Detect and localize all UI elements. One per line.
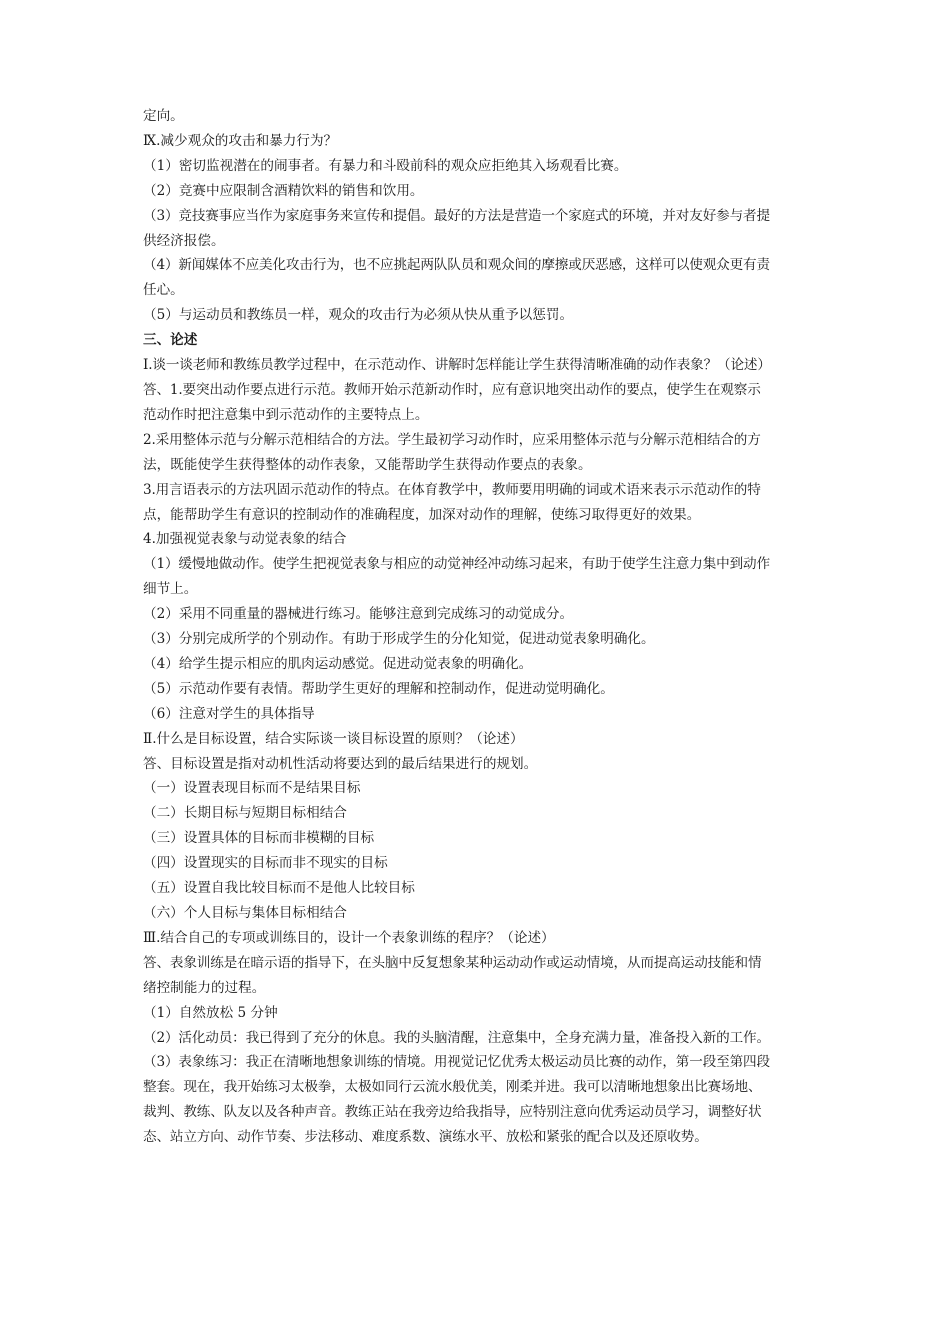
text-line: （2）活化动员：我已得到了充分的休息。我的头脑清醒，注意集中，全身充满力量，准备投入新的工作。: [143, 1029, 770, 1046]
text-line: 态、站立方向、动作节奏、步法移动、难度系数、演练水平、放松和紧张的配合以及还原收势。: [143, 1129, 708, 1146]
document-page: [143, 104, 811, 1150]
text-line: （2）采用不同重量的器械进行练习。能够注意到完成练习的动觉成分。: [143, 606, 574, 623]
question-heading: Ⅲ.结合自己的专项或训练目的，设计一个表象训练的程序？（论述）: [143, 929, 555, 946]
text-line: （1）密切监视潜在的闹事者。有暴力和斗殴前科的观众应拒绝其入场观看比赛。: [143, 157, 628, 174]
list-item: （四）设置现实的目标而非不现实的目标: [143, 855, 388, 872]
text-line: 定向。: [143, 108, 184, 124]
text-line: 任心。: [143, 282, 184, 299]
text-line: （4）新闻媒体不应美化攻击行为，也不应挑起两队队员和观众间的摩擦或厌恶感，这样可以使观众更有责: [143, 257, 770, 274]
text-line: 3.用言语表示的方法巩固示范动作的特点。在体育教学中，教师要用明确的词或术语来表示示范动作的特: [143, 481, 761, 498]
list-item: （二）长期目标与短期目标相结合: [143, 805, 347, 822]
text-line: 整套。现在，我开始练习太极拳，太极如同行云流水般优美，刚柔并进。我可以清晰地想象出比赛场地、: [143, 1079, 762, 1096]
text-line: （2）竞赛中应限制含酒精饮料的销售和饮用。: [143, 182, 424, 199]
section-heading: 三、论述: [143, 332, 198, 349]
text-line: （5）与运动员和教练员一样，观众的攻击行为必须从快从重予以惩罚。: [143, 307, 574, 324]
text-line: 点，能帮助学生有意识的控制动作的准确程度，加深对动作的理解，使练习取得更好的效果。: [143, 506, 701, 523]
text-line: 裁判、教练、队友以及各种声音。教练正站在我旁边给我指导，应特别注意向优秀运动员学习，调整好状: [143, 1104, 762, 1121]
text-line: （3）表象练习：我正在清晰地想象训练的情境。用视觉记忆优秀太极运动员比赛的动作，第一段至第四段: [143, 1054, 770, 1071]
text-line: 答、1.要突出动作要点进行示范。教师开始示范新动作时，应有意识地突出动作的要点，使学生在观察示: [143, 381, 761, 398]
text-line: （6）注意对学生的具体指导: [143, 705, 315, 722]
text-line: 2.采用整体示范与分解示范相结合的方法。学生最初学习动作时，应采用整体示范与分解示范相结合的方: [143, 431, 761, 448]
text-line: （3）分别完成所学的个别动作。有助于形成学生的分化知觉，促进动觉表象明确化。: [143, 631, 655, 648]
text-line: 范动作时把注意集中到示范动作的主要特点上。: [143, 406, 429, 423]
text-line: 细节上。: [143, 581, 198, 598]
list-item: （一）设置表现目标而不是结果目标: [143, 780, 361, 797]
list-item: （三）设置具体的目标而非模糊的目标: [143, 830, 375, 847]
list-item: （六）个人目标与集体目标相结合: [143, 905, 347, 921]
text-line: 4.加强视觉表象与动觉表象的结合: [143, 531, 347, 548]
text-line: 法，既能使学生获得整体的动作表象，又能帮助学生获得动作要点的表象。: [143, 456, 592, 473]
text-line: （5）示范动作要有表情。帮助学生更好的理解和控制动作，促进动觉明确化。: [143, 680, 614, 697]
text-line: 答、目标设置是指对动机性活动将要达到的最后结果进行的规划。: [143, 755, 538, 772]
text-line: （4）给学生提示相应的肌肉运动感觉。促进动觉表象的明确化。: [143, 655, 533, 672]
text-line: 答、表象训练是在暗示语的指导下，在头脑中反复想象某种运动动作或运动情境，从而提高运动技能和情: [143, 954, 762, 971]
text-line: （3）竞技赛事应当作为家庭事务来宣传和提倡。最好的方法是营造一个家庭式的环境，并对友好参与者提: [143, 207, 770, 224]
text-line: 供经济报偿。: [143, 232, 225, 249]
text-line: 绪控制能力的过程。: [143, 979, 266, 996]
list-item: （五）设置自我比较目标而不是他人比较目标: [143, 880, 415, 897]
text-line: （1）自然放松 5 分钟: [143, 1004, 278, 1021]
text-line: （1）缓慢地做动作。使学生把视觉表象与相应的动觉神经冲动练习起来，有助于使学生注意力集中到动作: [143, 556, 770, 573]
question-heading: Ⅱ.什么是目标设置，结合实际谈一谈目标设置的原则？（论述）: [143, 730, 524, 747]
question-heading: Ⅰ.谈一谈老师和教练员教学过程中，在示范动作、讲解时怎样能让学生获得清晰准确的动作表象？（论述）: [143, 357, 771, 374]
question-heading: Ⅸ.减少观众的攻击和暴力行为？: [143, 132, 338, 149]
